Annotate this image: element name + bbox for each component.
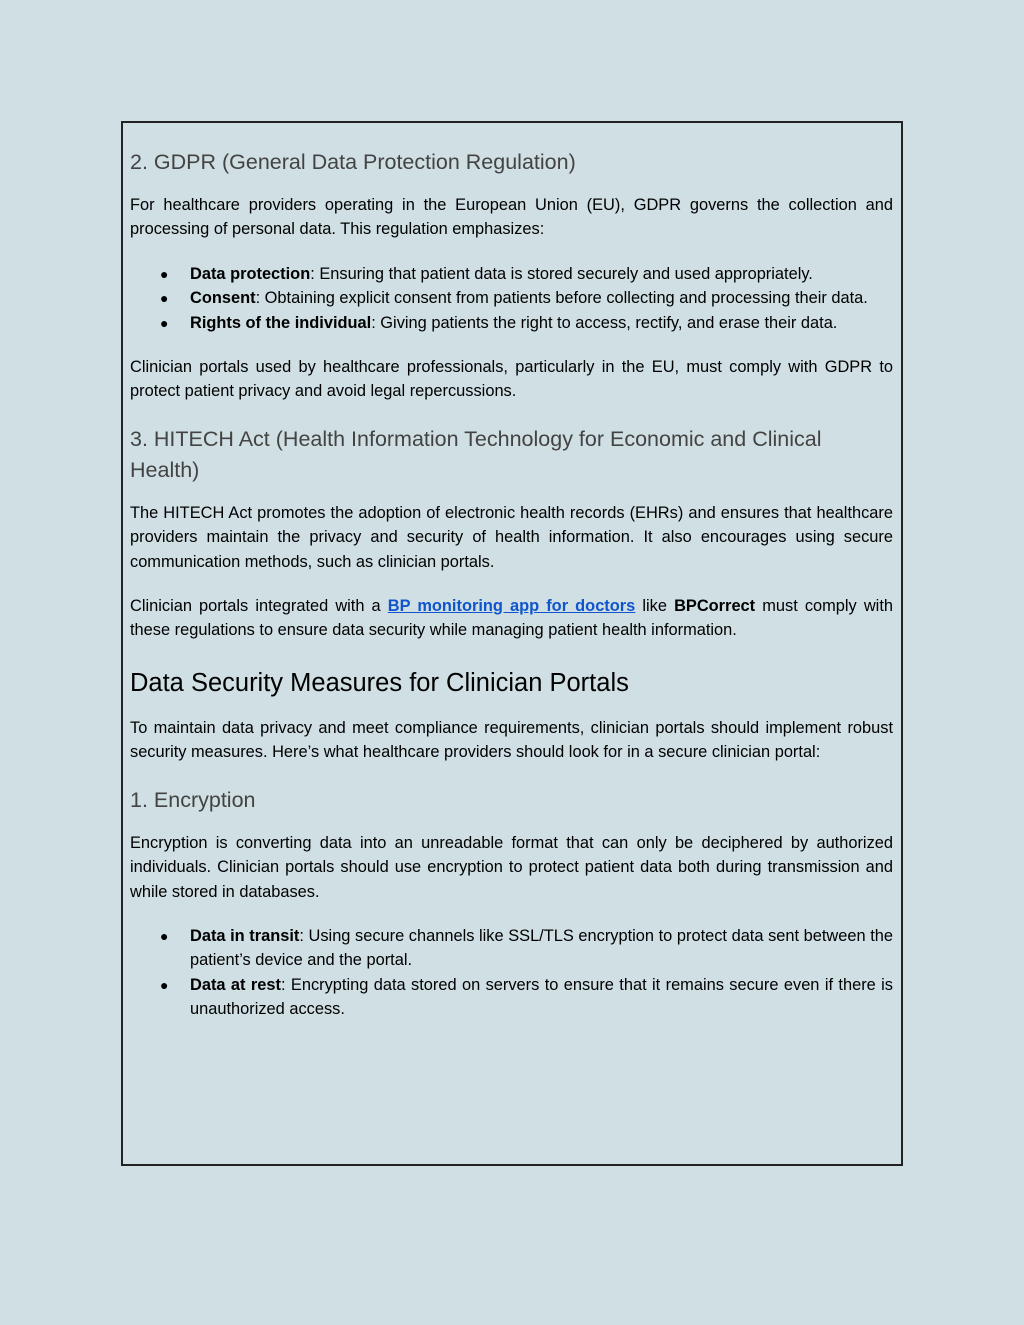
bullet-icon: ●: [160, 314, 169, 331]
encryption-list: [130, 924, 893, 1022]
hitech-paragraph: The HITECH Act promotes the adoption of electronic health records (EHRs) and ensures that healthcare providers maintain the privacy and security of health information. It also encourages using secure communication methods, such as clinician portals.: [130, 503, 893, 571]
bullet-icon: ●: [160, 927, 169, 944]
bp-monitoring-app-link[interactable]: BP monitoring app for doctors: [387, 597, 636, 616]
security-intro: To maintain data privacy and meet compliance requirements, clinician portals should implement robust security measures. Here’s what healthcare providers should look for in a secure clinician portal:: [130, 718, 893, 762]
bullet-icon: ●: [160, 290, 169, 307]
list-term: Data in transit: [190, 926, 300, 945]
encryption-paragraph: Encryption is converting data into an unreadable format that can only be deciphered by authorized individuals. Clinician portals should use encryption to protect patient data both during transmission and while stored in databases.: [130, 833, 893, 901]
list-item: [130, 924, 893, 973]
bullet-icon: ●: [160, 976, 169, 993]
brand-name: BPCorrect: [674, 597, 756, 616]
list-term: Data at rest: [190, 975, 281, 994]
gdpr-list: [130, 262, 893, 335]
list-text: : Obtaining explicit consent from patients before collecting and processing their data.: [255, 289, 868, 308]
list-item: [130, 311, 893, 335]
text-segment: like: [635, 597, 675, 616]
list-item: [130, 262, 893, 286]
text-segment: Clinician portals integrated with a: [130, 597, 388, 616]
list-text: : Encrypting data stored on servers to ensure that it remains secure even if there is unauthorized access.: [190, 975, 893, 1019]
document-page: [121, 121, 903, 1166]
list-term: Data protection: [190, 264, 311, 283]
list-item: [130, 973, 893, 1022]
security-heading: Data Security Measures for Clinician Portals: [130, 668, 629, 697]
hitech-compliance-paragraph: [130, 594, 893, 643]
bullet-icon: ●: [160, 265, 169, 282]
list-term: Rights of the individual: [190, 313, 372, 332]
gdpr-intro: For healthcare providers operating in the European Union (EU), GDPR governs the collection and processing of personal data. This regulation emphasizes:: [130, 196, 893, 239]
hitech-heading: 3. HITECH Act (Health Information Technology for Economic and Clinical Health): [130, 426, 822, 482]
gdpr-heading: 2. GDPR (General Data Protection Regulation): [130, 150, 576, 174]
encryption-heading: 1. Encryption: [130, 787, 256, 812]
list-text: : Giving patients the right to access, rectify, and erase their data.: [371, 313, 838, 332]
gdpr-closing: Clinician portals used by healthcare professionals, particularly in the EU, must comply with GDPR to protect patient privacy and avoid legal repercussions.: [130, 358, 893, 401]
list-item: [130, 286, 893, 310]
list-text: : Ensuring that patient data is stored securely and used appropriately.: [310, 264, 813, 283]
text-segment: must comply with these regulations to ensure data security while managing patient health information.: [130, 597, 893, 640]
list-text: : Using secure channels like SSL/TLS encryption to protect data sent between the patient’s device and the portal.: [190, 926, 893, 970]
list-term: Consent: [190, 289, 256, 308]
